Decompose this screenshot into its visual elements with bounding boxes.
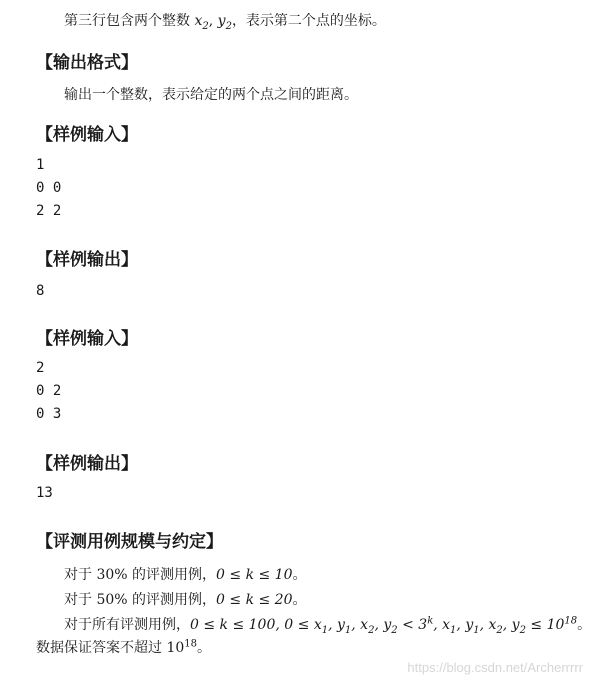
constraint-suffix: 。 (197, 640, 211, 656)
constraint-suffix: 。 (577, 617, 592, 633)
constraint-line-4 (36, 639, 211, 657)
sample-output-2 (36, 482, 53, 505)
sample-input-1 (36, 154, 61, 223)
constraint-math: 0 ≤ k ≤ 10 (216, 567, 293, 583)
y2-symbol: $y_2$ (217, 13, 232, 32)
intro-suffix: ，表示第二个点的坐标。 (231, 13, 386, 29)
sample-line: 13 (36, 485, 53, 501)
constraints-heading: 【评测用例规模与约定】 (36, 532, 223, 552)
constraint-sup: 18 (184, 638, 197, 650)
constraint-line-1 (64, 566, 307, 584)
sample-line: 0 3 (36, 406, 62, 422)
sample-input-1-heading: 【样例输入】 (36, 125, 138, 145)
sample-line: 2 2 (36, 203, 62, 219)
constraint-text: 对于 50% 的评测用例， (64, 592, 217, 608)
constraint-line-3 (64, 616, 591, 634)
intro-text: 第三行包含两个整数 (64, 13, 195, 29)
intro-sep: , (208, 13, 218, 29)
sample-line: 2 (36, 360, 45, 376)
constraint-text: 数据保证答案不超过 10 (36, 640, 185, 656)
sample-line: 1 (36, 157, 45, 173)
constraint-text: 对于所有评测用例， (64, 617, 190, 633)
constraint-math: 0 ≤ k ≤ 20 (216, 592, 293, 608)
sample-input-2 (36, 357, 61, 426)
output-format-text: 输出一个整数，表示给定的两个点之间的距离。 (64, 87, 358, 103)
constraint-math: 0 ≤ k ≤ 100, $0 \le x_1$, $y_1$, $x_2$, $y_2 < 3^k$, $x_1$, $y_1$, $x_2$, $y_2 \le 10^{18}$ (190, 615, 578, 636)
constraint-line-2 (64, 591, 307, 609)
constraint-suffix: 。 (292, 592, 307, 608)
constraint-text: 对于 30% 的评测用例， (64, 567, 217, 583)
sample-line: 0 2 (36, 383, 62, 399)
sample-line: 8 (36, 283, 45, 299)
sample-output-1-heading: 【样例输出】 (36, 250, 138, 270)
x2-symbol: $x_2$ (194, 13, 209, 32)
intro-paragraph (64, 12, 386, 30)
constraint-suffix: 。 (292, 567, 307, 583)
output-format-heading: 【输出格式】 (36, 53, 138, 73)
watermark: https://blog.csdn.net/Archerrrrr (407, 660, 583, 675)
sample-output-2-heading: 【样例输出】 (36, 454, 138, 474)
sample-line: 0 0 (36, 180, 62, 196)
sample-input-2-heading: 【样例输入】 (36, 329, 138, 349)
sample-output-1 (36, 280, 44, 303)
